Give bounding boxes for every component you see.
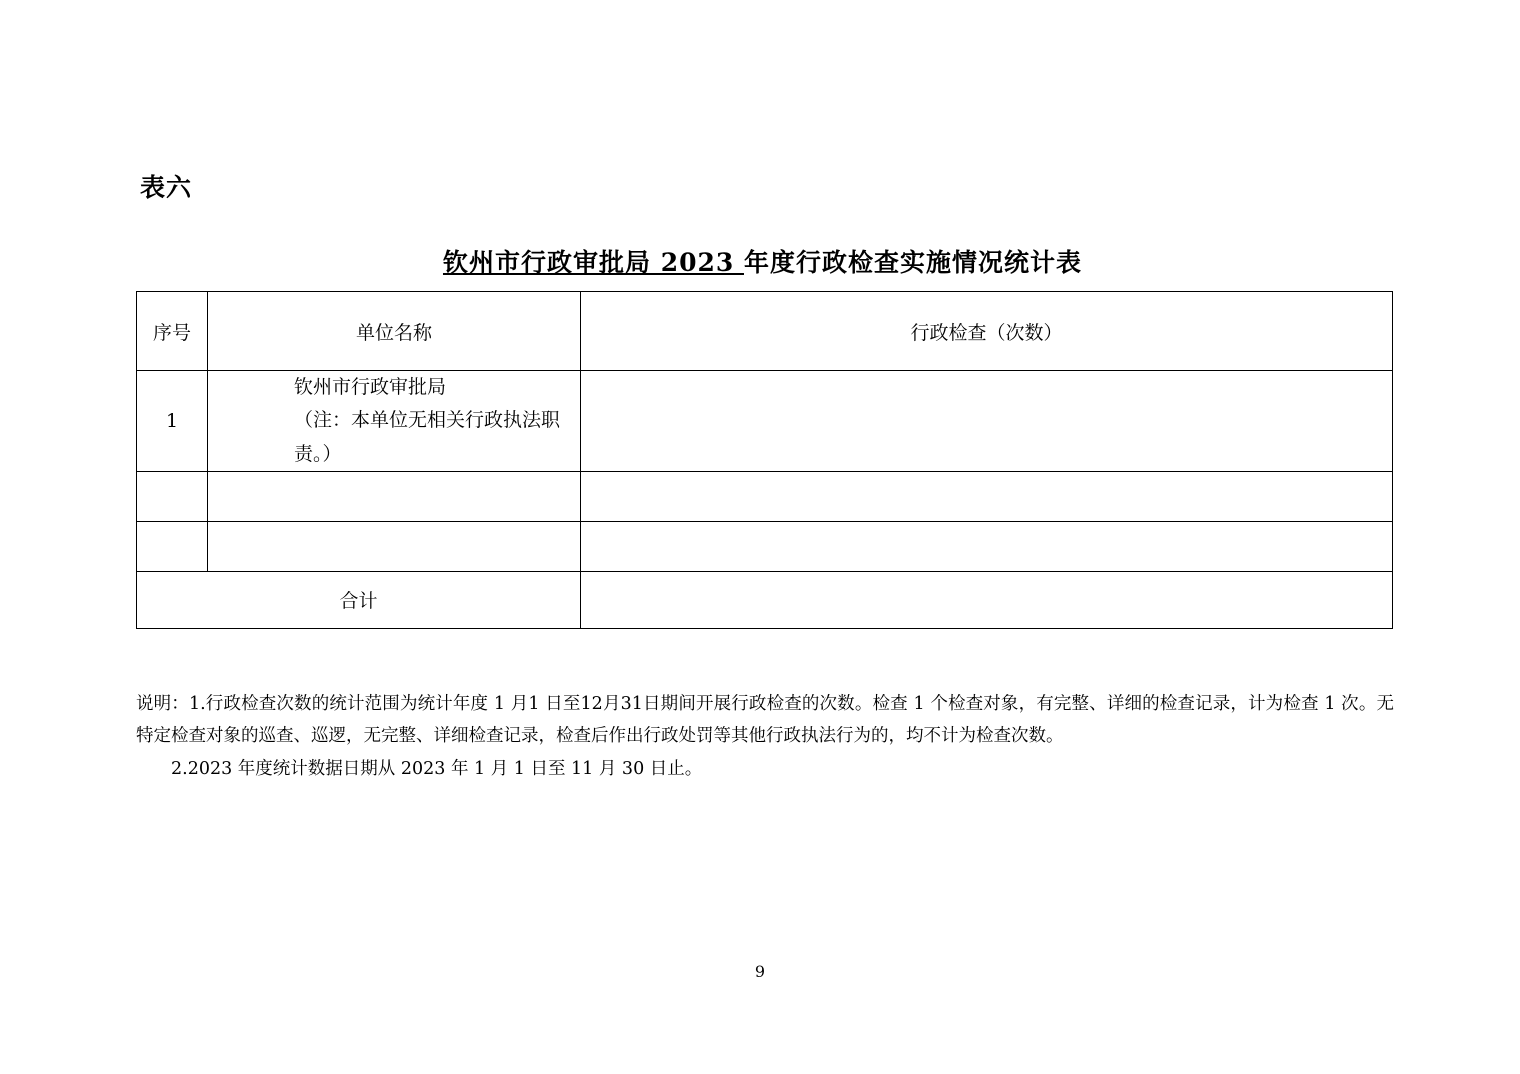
cell-row-no (137, 471, 208, 521)
note-line-2: 2.2023 年度统计数据日期从 2023 年 1 月 1 日至 11 月 30 日止。 (171, 758, 703, 779)
cell-inspection-count (581, 521, 1393, 571)
total-label: 合计 (137, 571, 581, 628)
cell-unit-name (208, 521, 581, 571)
column-header-unit: 单位名称 (208, 292, 581, 371)
table-total-row (137, 571, 1393, 628)
unit-name-line-1: 钦州市行政审批局 (294, 376, 447, 398)
column-header-no: 序号 (137, 292, 208, 371)
page-title-rest: 年度行政检查实施情况统计表 (743, 248, 1082, 277)
cell-unit-name (208, 371, 581, 472)
total-value (581, 571, 1393, 628)
page-title (135, 243, 1390, 279)
unit-name-note: （注：本单位无相关行政执法职责。） (294, 409, 561, 465)
cell-unit-name (208, 471, 581, 521)
table-row (137, 471, 1393, 521)
notes-section (136, 688, 1394, 785)
page-number: 9 (754, 962, 766, 981)
statistics-table (136, 291, 1393, 629)
form-label: 表六 (140, 173, 193, 202)
cell-inspection-count (581, 371, 1393, 472)
cell-row-no: 1 (137, 371, 208, 472)
column-header-inspection: 行政检查（次数） (581, 292, 1393, 371)
cell-row-no (137, 521, 208, 571)
table-row (137, 521, 1393, 571)
page-title-underlined-part: 钦州市行政审批局 2023 (442, 248, 744, 277)
note-line-1: 说明：1.行政检查次数的统计范围为统计年度 1 月1 日至12月31日期间开展行政检查的次数。检查 1 个检查对象，有完整、详细的检查记录，计为检查 1 次。无特定检查对象的巡查、巡逻，无完整、详细检查记录，检查后作出行政处罚等其他行政执法行为的，均不计为检查次数。 (136, 694, 1394, 747)
cell-inspection-count (581, 471, 1393, 521)
table-header-row (137, 292, 1393, 371)
table-row (137, 371, 1393, 472)
